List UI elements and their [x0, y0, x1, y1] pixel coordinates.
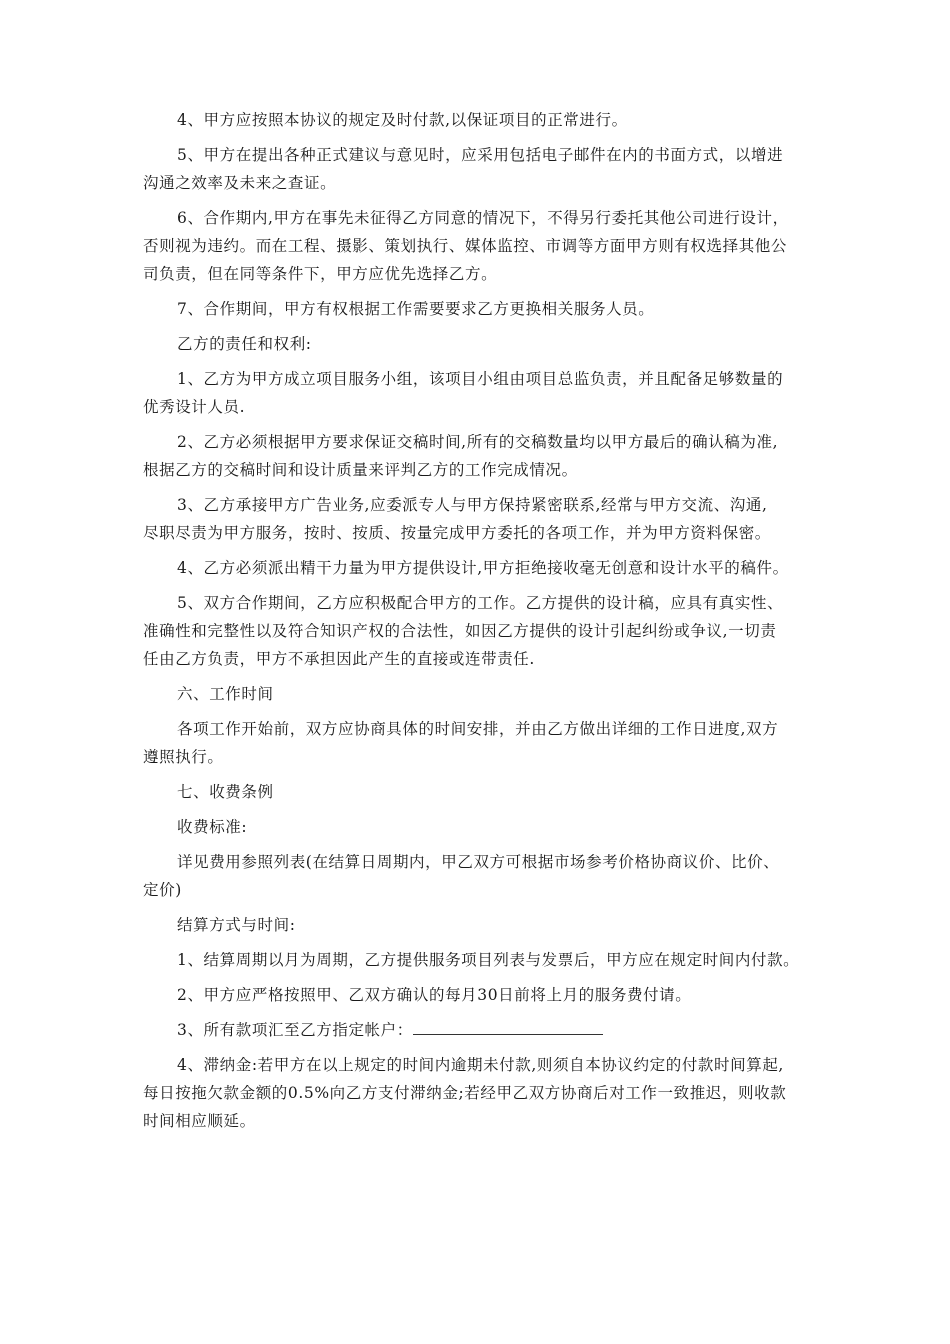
paragraph-line: 1、乙方为甲方成立项目服务小组，该项目小组由项目总监负责，并且配备足够数量的: [177, 370, 784, 388]
paragraph-line: 时间相应顺延。: [143, 1112, 256, 1130]
subheading-fee-standard: [143, 813, 823, 841]
paragraph-dedicated-contact: [143, 491, 823, 547]
paragraph-capable-designers: [143, 554, 823, 582]
paragraph-monthly-payment: [143, 981, 823, 1009]
paragraph-payment-on-time: [143, 106, 823, 134]
paragraph-line: 每日按拖欠款金额的0.5%向乙方支付滞纳金;若经甲乙双方协商后对工作一致推迟，则收款: [143, 1084, 787, 1102]
paragraph-line: 各项工作开始前，双方应协商具体的时间安排，并由乙方做出详细的工作日进度,双方: [177, 720, 779, 738]
paragraph-late-fee: [143, 1051, 823, 1135]
paragraph-line: 司负责，但在同等条件下，甲方应优先选择乙方。: [143, 265, 498, 283]
paragraph-replace-staff: [143, 295, 823, 323]
paragraph-line: 遵照执行。: [143, 748, 224, 766]
section-heading-party-b-rights: [143, 330, 823, 358]
paragraph-line: 准确性和完整性以及符合知识产权的合法性，如因乙方提供的设计引起纠纷或争议,一切责: [143, 622, 777, 640]
section-heading-work-time: [143, 680, 823, 708]
paragraph-service-team: [143, 365, 823, 421]
paragraph-schedule: [143, 715, 823, 771]
subheading-settlement: [143, 911, 823, 939]
paragraph-bank-account: [143, 1016, 823, 1044]
account-label: 3、所有款项汇至乙方指定帐户：: [177, 1021, 413, 1039]
paragraph-cooperation-liability: [143, 589, 823, 673]
paragraph-line: 尽职尽责为甲方服务，按时、按质、按量完成甲方委托的各项工作，并为甲方资料保密。: [143, 524, 771, 542]
paragraph-line: 任由乙方负责，甲方不承担因此产生的直接或连带责任.: [143, 650, 535, 668]
account-blank-line: [413, 1020, 603, 1035]
paragraph-line: 七、收费条例: [177, 783, 274, 801]
paragraph-line: 4、乙方必须派出精干力量为甲方提供设计,甲方拒绝接收毫无创意和设计水平的稿件。: [177, 559, 789, 577]
paragraph-line: 5、双方合作期间，乙方应积极配合甲方的工作。乙方提供的设计稿，应具有真实性、: [177, 594, 784, 612]
paragraph-line: 优秀设计人员.: [143, 398, 246, 416]
paragraph-line: 4、甲方应按照本协议的规定及时付款,以保证项目的正常进行。: [177, 111, 628, 129]
paragraph-line: 4、滞纳金:若甲方在以上规定的时间内逾期未付款,则须自本协议约定的付款时间算起,: [177, 1056, 784, 1074]
paragraph-written-suggestions: [143, 141, 823, 197]
paragraph-line: 收费标准:: [177, 818, 248, 836]
paragraph-line: 6、合作期内,甲方在事先未征得乙方同意的情况下，不得另行委托其他公司进行设计，: [177, 209, 789, 227]
paragraph-line: 5、甲方在提出各种正式建议与意见时，应采用包括电子邮件在内的书面方式，以增进: [177, 146, 784, 164]
paragraph-line: 2、乙方必须根据甲方要求保证交稿时间,所有的交稿数量均以甲方最后的确认稿为准,: [177, 433, 779, 451]
paragraph-line: [143, 1016, 823, 1044]
paragraph-delivery-time: [143, 428, 823, 484]
section-heading-fees: [143, 778, 823, 806]
paragraph-line: 3、乙方承接甲方广告业务,应委派专人与甲方保持紧密联系,经常与甲方交流、沟通,: [177, 496, 768, 514]
paragraph-line: 详见费用参照列表(在结算日周期内，甲乙双方可根据市场参考价格协商议价、比价、: [177, 853, 780, 871]
document-body: [143, 106, 823, 1142]
paragraph-fee-reference: [143, 848, 823, 904]
paragraph-line: 乙方的责任和权利:: [177, 335, 312, 353]
paragraph-line: 六、工作时间: [177, 685, 274, 703]
paragraph-line: 结算方式与时间:: [177, 916, 296, 934]
paragraph-settlement-cycle: [143, 946, 823, 974]
paragraph-line: 2、甲方应严格按照甲、乙双方确认的每月30日前将上月的服务费付请。: [177, 986, 692, 1004]
paragraph-line: 否则视为违约。而在工程、摄影、策划执行、媒体监控、市调等方面甲方则有权选择其他公: [143, 237, 788, 255]
paragraph-line: 7、合作期间，甲方有权根据工作需要要求乙方更换相关服务人员。: [177, 300, 655, 318]
paragraph-line: 根据乙方的交稿时间和设计质量来评判乙方的工作完成情况。: [143, 461, 578, 479]
paragraph-line: 沟通之效率及未来之查证。: [143, 174, 337, 192]
paragraph-line: 定价): [143, 881, 182, 899]
paragraph-exclusive-design: [143, 204, 823, 288]
paragraph-line: 1、结算周期以月为周期，乙方提供服务项目列表与发票后，甲方应在规定时间内付款。: [177, 951, 800, 969]
